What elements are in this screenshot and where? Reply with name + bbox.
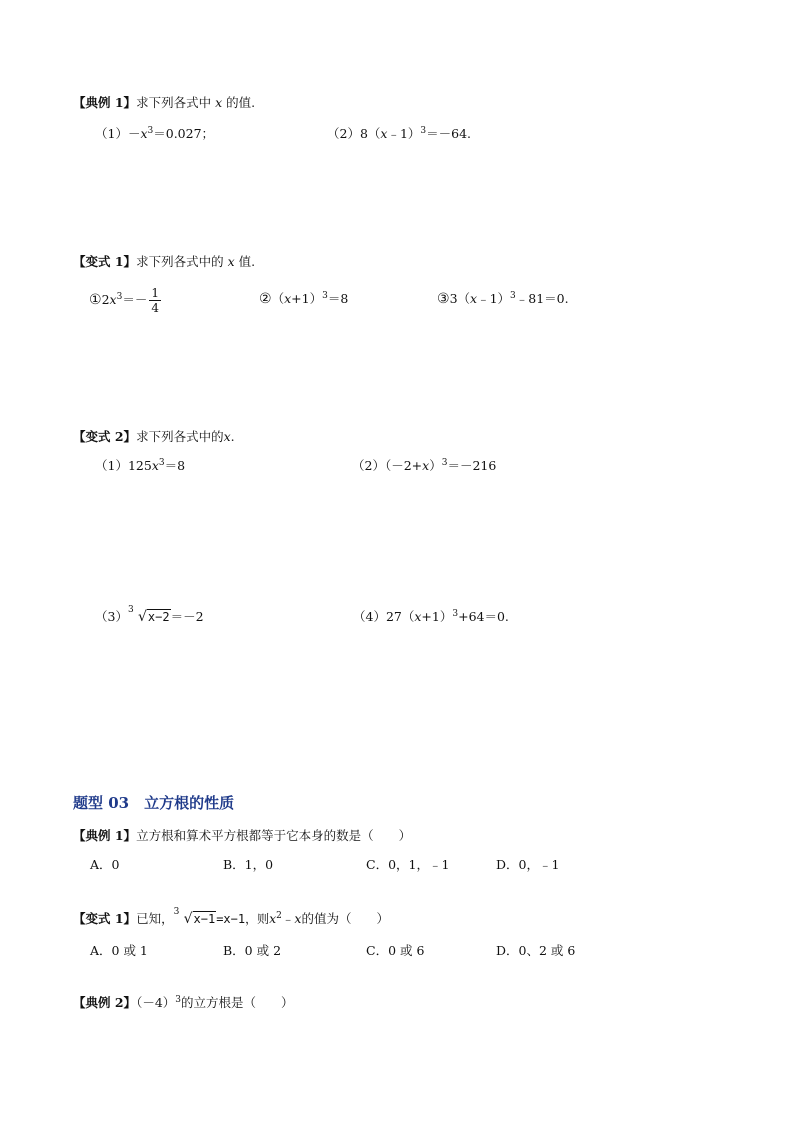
variant1-question <box>73 253 255 271</box>
radical-sign-icon: √ <box>137 609 147 625</box>
s2-example2-tag: 【典例 2】 <box>73 995 137 1010</box>
variant2-p1-exp: 3 <box>158 458 165 468</box>
example1-p1-var: x <box>140 126 148 141</box>
s2-variant1-prompt-d: 的值为（ ） <box>301 911 389 926</box>
variant2-p2-exp: 3 <box>441 458 448 468</box>
s2-variant1-option-a: A．0 或 1 <box>90 943 148 958</box>
variant2-question <box>73 428 235 446</box>
example1-p1-exp: 3 <box>147 126 154 136</box>
variant1-var: x <box>227 254 235 269</box>
example1-part2 <box>327 125 471 143</box>
variant1-i1-fraction <box>149 286 161 315</box>
s2-example1-option-b: B．1，0 <box>223 857 274 872</box>
example1-p2-exp: 3 <box>420 126 427 136</box>
s2-variant1-option-b: B．0 或 2 <box>223 943 282 958</box>
radicand: x−1 <box>193 912 216 926</box>
s2-example2-exp: 3 <box>175 995 181 1005</box>
example1-p2-prefix: （2）8（ <box>327 126 381 141</box>
s2-variant1-prompt-a: 已知， <box>136 911 174 926</box>
example1-prompt-b: 的值. <box>226 95 256 110</box>
variant1-i1-exp: 3 <box>116 292 123 302</box>
s2-example1-question <box>73 827 411 845</box>
variant2-p2-c: ＝－216 <box>447 458 497 473</box>
variant2-p4-b: +1） <box>421 609 453 624</box>
variant2-p1-b: ＝8 <box>164 458 186 473</box>
variant2-part1 <box>95 457 185 475</box>
s2-variant1-option-c: C．0 或 6 <box>366 943 425 958</box>
variant1-item2 <box>259 290 348 308</box>
s2-example1-option-a: A．0 <box>90 857 120 872</box>
variant1-i1-a: 2 <box>101 292 110 307</box>
fraction-denominator: 4 <box>151 301 159 315</box>
variant2-p1-var: x <box>151 458 159 473</box>
example1-var: x <box>215 95 223 110</box>
s2-variant1-prompt-c: ﹣ <box>281 911 295 926</box>
s2-variant1-tag: 【变式 1】 <box>73 911 137 926</box>
variant1-i3-c: ﹣81＝0. <box>515 291 569 306</box>
root-index: 3 <box>173 907 180 917</box>
radical-sign-icon: √ <box>183 911 193 927</box>
s2-example2-prompt-b: 的立方根是（ ） <box>181 995 294 1010</box>
s2-variant1-var2: x <box>294 911 302 926</box>
variant1-i2-c: ＝8 <box>327 291 349 306</box>
s2-example1-option-c: C．0，1，﹣1 <box>366 857 450 872</box>
example1-question <box>73 94 255 112</box>
variant1-i3-label: ③ <box>437 291 450 307</box>
example1-part1 <box>95 125 214 143</box>
section-heading: 题型 03 立方根的性质 <box>73 794 235 812</box>
example1-p2-rest: ＝－64. <box>426 126 472 141</box>
s2-variant1-question <box>73 907 389 928</box>
example1-p2-mid: ﹣1） <box>387 126 421 141</box>
variant1-i2-label: ② <box>259 291 272 307</box>
s2-example2-question <box>73 994 294 1012</box>
cube-root-expression <box>173 907 217 928</box>
s2-example2-prompt-a: （－4） <box>136 995 176 1010</box>
variant1-i3-var: x <box>470 291 478 306</box>
example1-p2-var: x <box>380 126 388 141</box>
variant2-p2-b: ） <box>429 458 442 473</box>
variant1-i2-b: +1） <box>291 291 323 306</box>
variant2-part4 <box>353 608 509 626</box>
s2-variant1-prompt-b: =x−1，则 <box>216 912 270 926</box>
variant1-i2-exp: 3 <box>322 291 328 301</box>
variant2-part2 <box>352 457 496 475</box>
variant2-part3 <box>95 605 204 626</box>
root-index: 3 <box>127 605 134 615</box>
variant2-prompt-a: 求下列各式中的 <box>136 429 224 444</box>
variant2-p4-c: +64＝0. <box>458 609 509 624</box>
variant1-i3-b: ﹣1） <box>477 291 511 306</box>
s2-variant1-option-d: D．0、2 或 6 <box>496 943 576 958</box>
variant2-p1-a: （1）125 <box>95 458 152 473</box>
variant2-p2-a: （2）（－2+ <box>352 458 423 473</box>
variant2-p2-var: x <box>422 458 430 473</box>
variant1-tag: 【变式 1】 <box>73 254 137 269</box>
variant2-p3-a: （3） <box>95 609 128 624</box>
variant2-p3-b: ＝－2 <box>170 609 204 624</box>
variant2-prompt-b: . <box>230 429 235 444</box>
variant2-tag: 【变式 2】 <box>73 429 137 444</box>
s2-example1-option-d: D．0，﹣1 <box>496 857 560 872</box>
variant2-p4-a: （4）27（ <box>353 609 415 624</box>
example1-prompt-a: 求下列各式中 <box>136 95 212 110</box>
s2-variant1-exp: 2 <box>276 911 282 921</box>
variant2-var: x <box>223 429 231 444</box>
s2-variant1-var1: x <box>269 911 277 926</box>
variant1-i1-b: ＝－ <box>122 292 148 307</box>
variant1-prompt-b: 值. <box>238 254 256 269</box>
variant1-item3 <box>437 290 569 308</box>
variant1-i1-label: ① <box>89 292 102 308</box>
variant1-i2-a: （ <box>271 291 285 306</box>
variant1-prompt-a: 求下列各式中的 <box>136 254 224 269</box>
variant1-i3-exp: 3 <box>510 291 516 301</box>
variant1-item1 <box>89 285 161 315</box>
variant2-p4-exp: 3 <box>452 609 459 619</box>
variant1-i1-var: x <box>109 292 117 307</box>
example1-p1-prefix: （1）－ <box>95 126 141 141</box>
variant1-i3-a: 3（ <box>449 291 471 306</box>
radicand: x−2 <box>147 610 170 624</box>
fraction-numerator: 1 <box>151 286 159 300</box>
example1-tag: 【典例 1】 <box>73 95 137 110</box>
s2-example1-prompt: 立方根和算术平方根都等于它本身的数是（ ） <box>136 828 412 843</box>
variant2-p4-var: x <box>414 609 422 624</box>
example1-p1-rest: ＝0.027； <box>153 126 215 141</box>
cube-root-expression <box>127 605 171 626</box>
variant1-i2-var: x <box>284 291 292 306</box>
s2-example1-tag: 【典例 1】 <box>73 828 137 843</box>
